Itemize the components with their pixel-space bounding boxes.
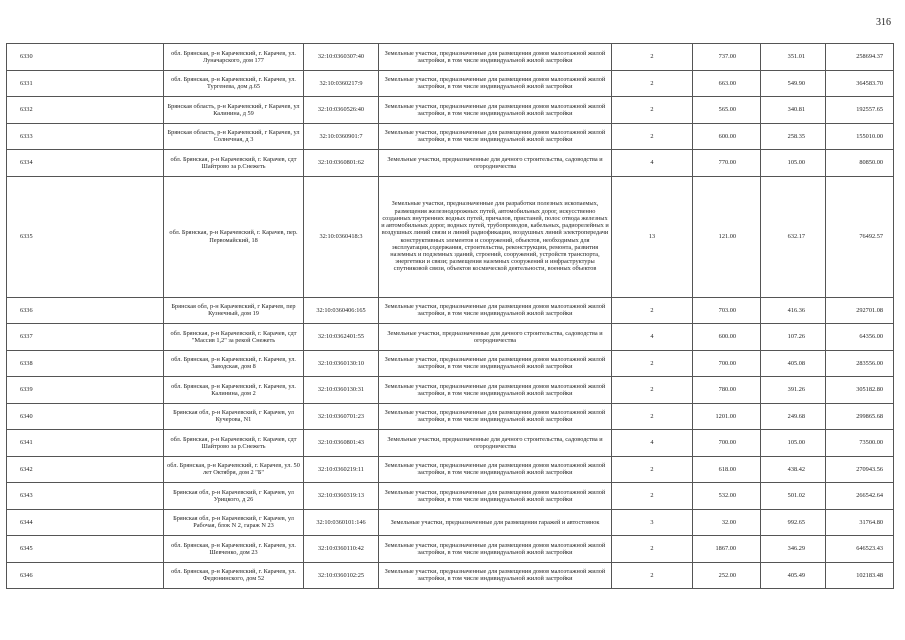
table-row — [7, 377, 894, 404]
cadastral-number-cell: 32:10:0360701:23 — [304, 403, 379, 430]
row-number: 6335 — [7, 176, 164, 297]
table-row — [7, 324, 894, 351]
row-number: 6341 — [7, 430, 164, 457]
cadastral-value-cell: 64356.00 — [826, 324, 894, 351]
unit-value-cell: 405.49 — [761, 562, 826, 589]
use-code-cell: 2 — [612, 456, 693, 483]
address-cell: обл. Брянская, р-н Карачевский, г. Карачев, сдт "Массив 1,2" за рекой Снежеть — [164, 324, 304, 351]
table-row — [7, 123, 894, 150]
row-number: 6340 — [7, 403, 164, 430]
cadastral-number-cell: 32:10:0360102:25 — [304, 562, 379, 589]
area-cell: 600.00 — [693, 123, 761, 150]
unit-value-cell: 258.35 — [761, 123, 826, 150]
land-use-cell: Земельные участки, предназначенные для разработки полезных ископаемых, размещения железнодорожных путей, автомобильных дорог, искусственно созданных внутренних водных путей, причалов, пристаней, полос отвода железных и автомобильных дорог, водных путей, трубопроводов, кабельных, радиорелейных и воздушных линий связи и линий радиофикации, воздушных линий электропередачи конструктивных элементов и сооружений, объектов, необходимых для эксплуатации,содержания, строительства, реконструкции, ремонта, развития наземных и подземных зданий, строений, сооружений, устройств транспорта, энергетики и связи; размещения наземных сооружений и инфраструктуры спутниковой связи, объектов космической деятельности, военных объектов — [379, 176, 612, 297]
unit-value-cell: 346.29 — [761, 536, 826, 563]
land-use-cell: Земельные участки, предназначенные для размещения домов малоэтажной жилой застройки, в том числе индивидуальной жилой застройки — [379, 97, 612, 124]
cadastral-number-cell: 32:10:0360130:31 — [304, 377, 379, 404]
use-code-cell: 2 — [612, 350, 693, 377]
address-cell: обл. Брянская, р-н Карачевский, г. Карачев, сдт Шайтрово за р.Снежеть — [164, 150, 304, 177]
use-code-cell: 4 — [612, 150, 693, 177]
address-cell: обл. Брянская, р-н Карачевский, г. Карачев, ул. Калинина, дом 2 — [164, 377, 304, 404]
unit-value-cell: 105.00 — [761, 150, 826, 177]
unit-value-cell: 438.42 — [761, 456, 826, 483]
row-number: 6334 — [7, 150, 164, 177]
row-number: 6342 — [7, 456, 164, 483]
cadastral-value-cell: 646523.43 — [826, 536, 894, 563]
use-code-cell: 2 — [612, 483, 693, 510]
table-row — [7, 150, 894, 177]
unit-value-cell: 501.02 — [761, 483, 826, 510]
table-row — [7, 44, 894, 71]
land-use-cell: Земельные участки, предназначенные для размещения домов малоэтажной жилой застройки, в том числе индивидуальной жилой застройки — [379, 562, 612, 589]
area-cell: 600.00 — [693, 324, 761, 351]
land-use-cell: Земельные участки, предназначенные для размещения домов малоэтажной жилой застройки, в том числе индивидуальной жилой застройки — [379, 297, 612, 324]
cadastral-value-cell: 80850.00 — [826, 150, 894, 177]
unit-value-cell: 391.26 — [761, 377, 826, 404]
address-cell: обл. Брянская, р-н Карачевский, г. Карачев, пер. Первомайский, 18 — [164, 176, 304, 297]
address-cell: Брянская область, р-н Карачевский, г Карачев, ул Солнечная, д 3 — [164, 123, 304, 150]
table-row — [7, 176, 894, 297]
table-row — [7, 403, 894, 430]
use-code-cell: 4 — [612, 324, 693, 351]
area-cell: 618.00 — [693, 456, 761, 483]
cadastral-value-cell: 292701.08 — [826, 297, 894, 324]
table-body — [7, 44, 894, 589]
area-cell: 770.00 — [693, 150, 761, 177]
land-use-cell: Земельные участки, предназначенные для дачного строительства, садоводства и огородничества — [379, 150, 612, 177]
cadastral-value-cell: 283556.00 — [826, 350, 894, 377]
area-cell: 703.00 — [693, 297, 761, 324]
cadastral-number-cell: 32:10:0360406:165 — [304, 297, 379, 324]
cadastral-number-cell: 32:10:0360101:146 — [304, 509, 379, 536]
row-number: 6333 — [7, 123, 164, 150]
unit-value-cell: 351.01 — [761, 44, 826, 71]
table-row — [7, 536, 894, 563]
cadastral-value-cell: 305182.80 — [826, 377, 894, 404]
page-number: 316 — [876, 17, 891, 28]
row-number: 6344 — [7, 509, 164, 536]
unit-value-cell: 340.81 — [761, 97, 826, 124]
cadastral-number-cell: 32:10:0360307:40 — [304, 44, 379, 71]
land-use-cell: Земельные участки, предназначенные для размещения домов малоэтажной жилой застройки, в том числе индивидуальной жилой застройки — [379, 456, 612, 483]
table-row — [7, 297, 894, 324]
cadastral-value-cell: 76492.57 — [826, 176, 894, 297]
row-number: 6338 — [7, 350, 164, 377]
row-number: 6346 — [7, 562, 164, 589]
land-use-cell: Земельные участки, предназначенные для размещения домов малоэтажной жилой застройки, в том числе индивидуальной жилой застройки — [379, 377, 612, 404]
cadastral-value-cell: 31764.80 — [826, 509, 894, 536]
cadastral-number-cell: 32:10:0360418:3 — [304, 176, 379, 297]
table-row — [7, 350, 894, 377]
area-cell: 700.00 — [693, 430, 761, 457]
land-use-cell: Земельные участки, предназначенные для размещения гаражей и автостоянок — [379, 509, 612, 536]
cadastral-value-cell: 270943.56 — [826, 456, 894, 483]
address-cell: Брянская обл, р-н Карачевский, г Карачев, ул Урицкого, д 26 — [164, 483, 304, 510]
use-code-cell: 2 — [612, 123, 693, 150]
land-use-cell: Земельные участки, предназначенные для размещения домов малоэтажной жилой застройки, в том числе индивидуальной жилой застройки — [379, 350, 612, 377]
row-number: 6330 — [7, 44, 164, 71]
row-number: 6339 — [7, 377, 164, 404]
cadastral-number-cell: 32:10:0360801:62 — [304, 150, 379, 177]
cadastral-number-cell: 32:10:0360901:7 — [304, 123, 379, 150]
land-use-cell: Земельные участки, предназначенные для дачного строительства, садоводства и огородничества — [379, 324, 612, 351]
address-cell: обл. Брянская, р-н Карачевский, г. Карачев, ул. Шевченко, дом 23 — [164, 536, 304, 563]
address-cell: Брянская область, р-н Карачевский, г Карачев, ул Калинина, д 59 — [164, 97, 304, 124]
address-cell: Брянская обл, р-н Карачевский, г Карачев, ул Рабочая, блок N 2, гараж N 23 — [164, 509, 304, 536]
use-code-cell: 2 — [612, 403, 693, 430]
cadastral-value-cell: 299865.68 — [826, 403, 894, 430]
use-code-cell: 2 — [612, 536, 693, 563]
land-use-cell: Земельные участки, предназначенные для размещения домов малоэтажной жилой застройки, в том числе индивидуальной жилой застройки — [379, 44, 612, 71]
use-code-cell: 2 — [612, 70, 693, 97]
area-cell: 737.00 — [693, 44, 761, 71]
use-code-cell: 4 — [612, 430, 693, 457]
cadastral-value-cell: 364583.70 — [826, 70, 894, 97]
table-row — [7, 456, 894, 483]
land-use-cell: Земельные участки, предназначенные для размещения домов малоэтажной жилой застройки, в том числе индивидуальной жилой застройки — [379, 123, 612, 150]
area-cell: 780.00 — [693, 377, 761, 404]
area-cell: 1867.00 — [693, 536, 761, 563]
use-code-cell: 3 — [612, 509, 693, 536]
address-cell: обл. Брянская, р-н Карачевский, г. Карачев, сдт Шайтрово за р.Снежеть — [164, 430, 304, 457]
land-use-cell: Земельные участки, предназначенные для размещения домов малоэтажной жилой застройки, в том числе индивидуальной жилой застройки — [379, 536, 612, 563]
unit-value-cell: 549.90 — [761, 70, 826, 97]
cadastral-number-cell: 32:10:0360319:13 — [304, 483, 379, 510]
table-row — [7, 483, 894, 510]
unit-value-cell: 992.65 — [761, 509, 826, 536]
unit-value-cell: 105.00 — [761, 430, 826, 457]
cadastral-value-cell: 192557.65 — [826, 97, 894, 124]
table-row — [7, 430, 894, 457]
use-code-cell: 2 — [612, 562, 693, 589]
cadastral-value-cell: 258694.37 — [826, 44, 894, 71]
use-code-cell: 2 — [612, 377, 693, 404]
land-use-cell: Земельные участки, предназначенные для дачного строительства, садоводства и огородничества — [379, 430, 612, 457]
address-cell: Брянская обл, р-н Карачевский, г Карачев, ул Кучерова, N1 — [164, 403, 304, 430]
cadastral-number-cell: 32:10:0360130:10 — [304, 350, 379, 377]
row-number: 6343 — [7, 483, 164, 510]
cadastral-number-cell: 32:10:0360217:9 — [304, 70, 379, 97]
address-cell: обл. Брянская, р-н Карачевский, г. Карачев, ул. Федюнинского, дом 52 — [164, 562, 304, 589]
table-row — [7, 97, 894, 124]
address-cell: обл. Брянская, р-н Карачевский, г. Карачев, ул. Тургенева, дом д.65 — [164, 70, 304, 97]
address-cell: обл. Брянская, р-н Карачевский, г. Карачев, ул. Луначарского, дом 177 — [164, 44, 304, 71]
unit-value-cell: 405.08 — [761, 350, 826, 377]
unit-value-cell: 107.26 — [761, 324, 826, 351]
address-cell: Брянская обл, р-н Карачевский, г Карачев, пер Кузнечный, дом 19 — [164, 297, 304, 324]
use-code-cell: 2 — [612, 297, 693, 324]
cadastral-number-cell: 32:10:0360110:42 — [304, 536, 379, 563]
use-code-cell: 2 — [612, 44, 693, 71]
cadastral-value-cell: 73500.00 — [826, 430, 894, 457]
land-use-cell: Земельные участки, предназначенные для размещения домов малоэтажной жилой застройки, в том числе индивидуальной жилой застройки — [379, 403, 612, 430]
unit-value-cell: 416.36 — [761, 297, 826, 324]
row-number: 6332 — [7, 97, 164, 124]
cadastral-value-cell: 266542.64 — [826, 483, 894, 510]
cadastral-value-cell: 155010.00 — [826, 123, 894, 150]
cadastral-number-cell: 32:10:0360219:11 — [304, 456, 379, 483]
area-cell: 663.00 — [693, 70, 761, 97]
unit-value-cell: 249.68 — [761, 403, 826, 430]
cadastral-number-cell: 32:10:0362401:55 — [304, 324, 379, 351]
cadastral-number-cell: 32:10:0360801:43 — [304, 430, 379, 457]
row-number: 6345 — [7, 536, 164, 563]
address-cell: обл. Брянская, р-н Карачевский, г. Карачев, ул. Заводская, дом 8 — [164, 350, 304, 377]
table-row — [7, 509, 894, 536]
area-cell: 565.00 — [693, 97, 761, 124]
address-cell: обл. Брянская, р-н Карачевский, г. Карачев, ул. 50 лет Октября, дом 2 "Б" — [164, 456, 304, 483]
area-cell: 252.00 — [693, 562, 761, 589]
unit-value-cell: 632.17 — [761, 176, 826, 297]
area-cell: 700.00 — [693, 350, 761, 377]
area-cell: 121.00 — [693, 176, 761, 297]
row-number: 6336 — [7, 297, 164, 324]
area-cell: 1201.00 — [693, 403, 761, 430]
land-plots-table — [6, 43, 894, 589]
land-use-cell: Земельные участки, предназначенные для размещения домов малоэтажной жилой застройки, в том числе индивидуальной жилой застройки — [379, 70, 612, 97]
use-code-cell: 2 — [612, 97, 693, 124]
area-cell: 32.00 — [693, 509, 761, 536]
row-number: 6331 — [7, 70, 164, 97]
row-number: 6337 — [7, 324, 164, 351]
table-row — [7, 70, 894, 97]
cadastral-number-cell: 32:10:0360526:40 — [304, 97, 379, 124]
table-row — [7, 562, 894, 589]
land-use-cell: Земельные участки, предназначенные для размещения домов малоэтажной жилой застройки, в том числе индивидуальной жилой застройки — [379, 483, 612, 510]
area-cell: 532.00 — [693, 483, 761, 510]
use-code-cell: 13 — [612, 176, 693, 297]
cadastral-value-cell: 102183.48 — [826, 562, 894, 589]
